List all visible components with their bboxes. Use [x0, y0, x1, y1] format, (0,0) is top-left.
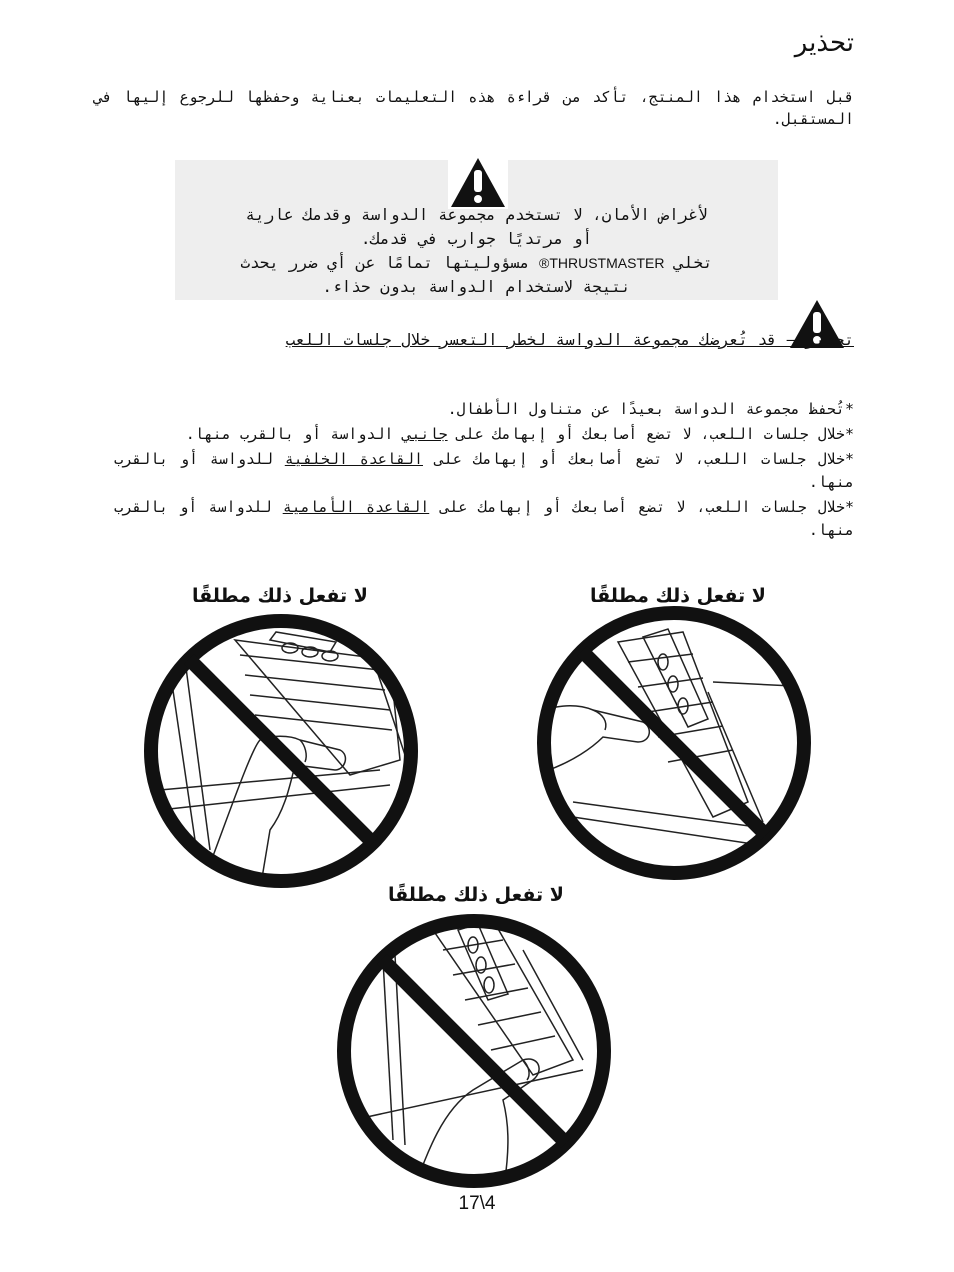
safety-line-1: لأغراض الأمان، لا تستخدم مجموعة الدواسة وقدمك عارية	[245, 205, 708, 224]
bullet-2	[114, 423, 854, 446]
bullet-2-emphasis: جانبي	[402, 425, 448, 443]
bullet-3-text-end: للدواسة أو بالقرب منها.	[114, 450, 854, 491]
bullet-2-text-end: الدواسة أو بالقرب منها.	[185, 425, 394, 443]
page-number: 17\4	[458, 1193, 496, 1214]
prohibited-sign-icon	[533, 602, 815, 884]
safety-line-3	[180, 251, 773, 275]
bullet-3-emphasis: القاعدة الخلفية	[284, 450, 423, 468]
bullet-3-text: *خلال جلسات اللعب، لا تضع أصابعك أو إبهامك على	[434, 450, 855, 468]
pinch-warning: تحذير – قد تُعرضك مجموعة الدواسة لخطر التعسر خلال جلسات اللعب	[285, 330, 854, 349]
bullet-4-text-end: للدواسة أو بالقرب منها.	[114, 498, 854, 539]
caption-bottom: لا تفعل ذلك مطلقًا	[388, 884, 564, 906]
intro-paragraph: قبل استخدام هذا المنتج، تأكد من قراءة هذه التعليمات بعناية وحفظها للرجوع إليها في المستقبل.	[94, 88, 854, 128]
safety-bullets	[114, 398, 854, 544]
illustration-pedal-side	[140, 610, 422, 892]
illustration-pedal-front-base	[333, 910, 615, 1192]
warning-triangle-icon	[448, 155, 508, 209]
bullet-4-emphasis: القاعدة الأمامية	[282, 498, 430, 516]
bullet-4	[114, 496, 854, 542]
bullet-3	[114, 448, 854, 494]
page-title: تحذير	[794, 28, 854, 58]
safety-box-text	[180, 203, 773, 299]
caption-right: لا تفعل ذلك مطلقًا	[590, 585, 766, 607]
caption-left: لا تفعل ذلك مطلقًا	[192, 585, 368, 607]
bullet-2-text: *خلال جلسات اللعب، لا تضع أصابعك أو إبهامك على	[456, 425, 854, 443]
brand-name: THRUSTMASTER®	[539, 255, 665, 271]
prohibited-sign-icon	[140, 610, 422, 892]
bullet-4-text: *خلال جلسات اللعب، لا تضع أصابعك أو إبهامك على	[440, 498, 855, 516]
bullet-1: *تُحفظ مجموعة الدواسة بعيدًا عن متناول الأطفال.	[447, 400, 854, 418]
illustration-pedal-rear-base	[533, 602, 815, 884]
safety-line-3-end: مسؤوليتها تمامًا عن أي ضرر يحدث	[240, 253, 530, 272]
safety-line-3-start: تخلي	[674, 253, 713, 272]
safety-line-2: أو مرتديًا جوارب في قدمك.	[360, 229, 593, 248]
prohibited-sign-icon	[333, 910, 615, 1192]
safety-line-4: نتيجة لاستخدام الدواسة بدون حذاء.	[322, 277, 631, 296]
